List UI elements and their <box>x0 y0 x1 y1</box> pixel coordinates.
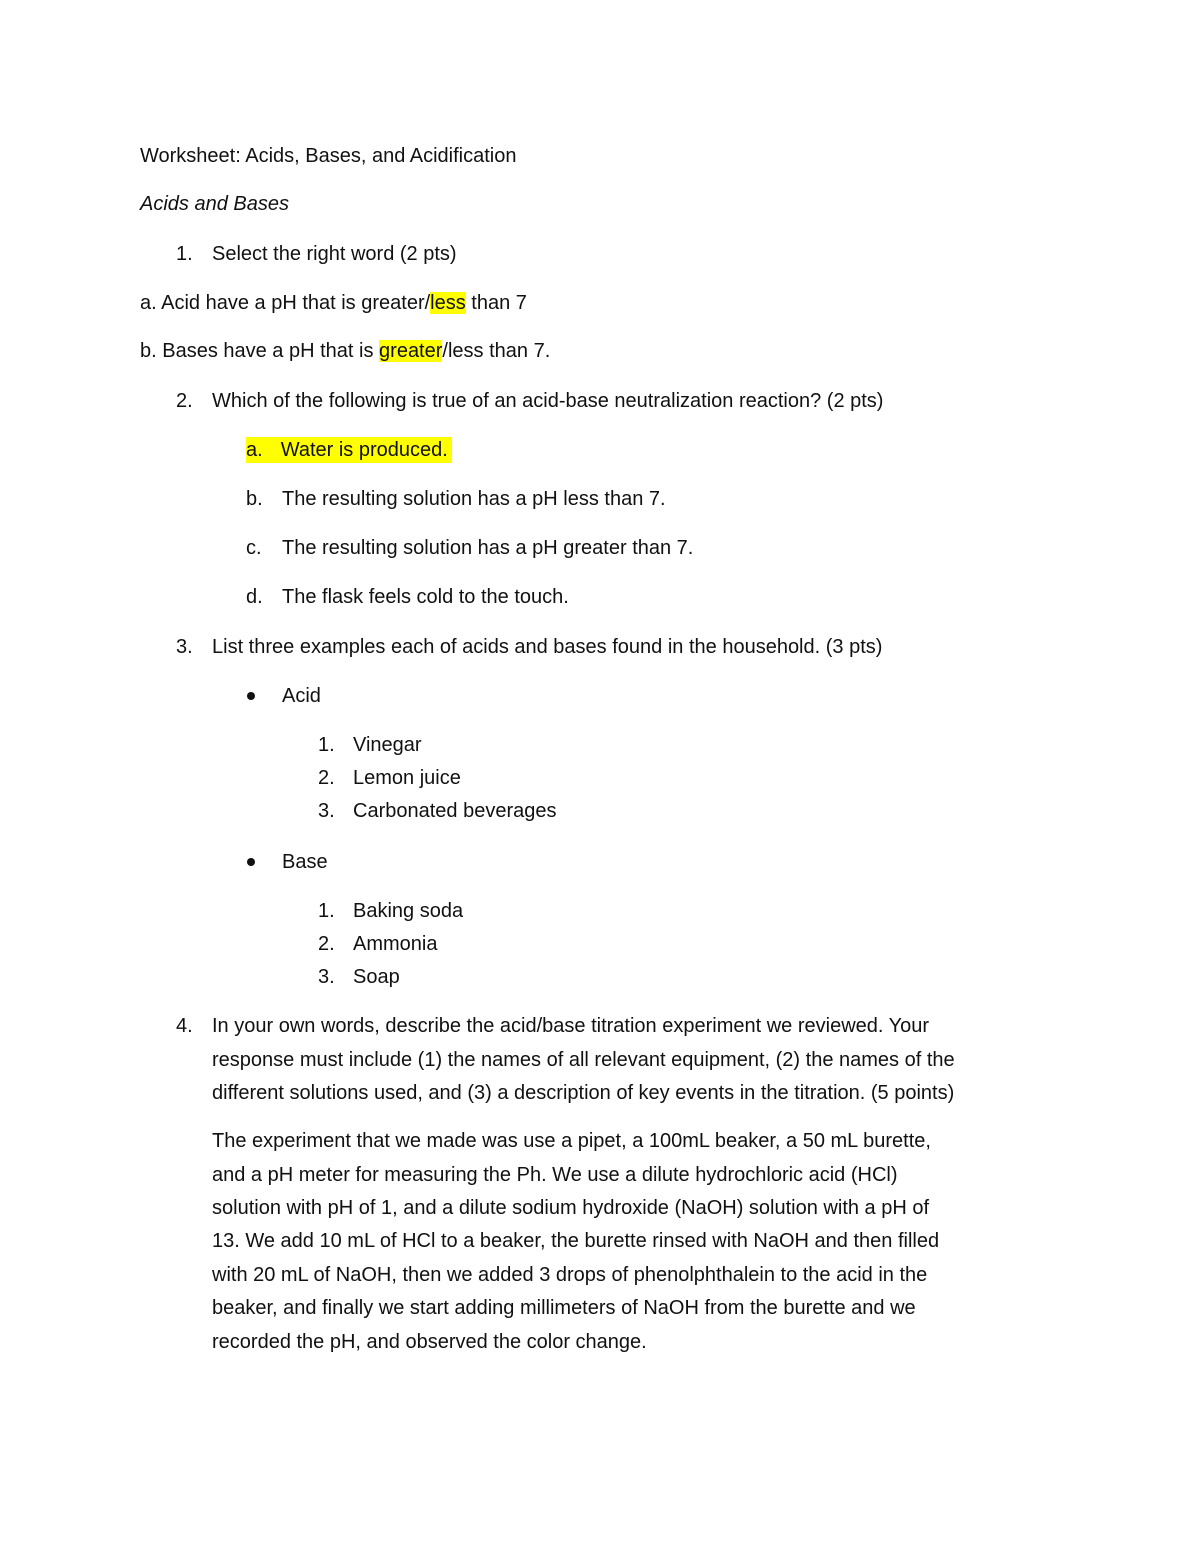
q1-b-suffix: /less than 7. <box>442 340 551 362</box>
q3-text: List three examples each of acids and bases found in the household. (3 pts) <box>212 636 883 658</box>
q2-option-c-letter: c. <box>246 537 262 559</box>
q1-part-a <box>140 290 527 316</box>
base-item: Ammonia <box>353 933 438 955</box>
section-heading: Acids and Bases <box>140 193 289 215</box>
q2-option-c-text: The resulting solution has a pH greater than 7. <box>282 537 694 559</box>
acid-item-number: 1. <box>318 734 335 756</box>
base-item-number: 1. <box>318 900 335 922</box>
q2-option-d-text: The flask feels cold to the touch. <box>282 586 569 608</box>
q1-a-prefix: a. Acid have a pH that is greater/ <box>140 292 431 314</box>
q3-number: 3. <box>176 636 193 658</box>
acid-item-number: 2. <box>318 767 335 789</box>
bullet-icon <box>247 692 255 700</box>
base-item-number: 3. <box>318 966 335 988</box>
worksheet-title: Worksheet: Acids, Bases, and Acidification <box>140 145 517 167</box>
q2-option-b-letter: b. <box>246 488 263 510</box>
q4-prompt-line: response must include (1) the names of all relevant equipment, (2) the names of the <box>212 1049 955 1071</box>
acid-item: Vinegar <box>353 734 422 756</box>
acid-item: Carbonated beverages <box>353 800 557 822</box>
q1-a-highlight: less <box>430 292 466 314</box>
q4-answer-line: solution with pH of 1, and a dilute sodium hydroxide (NaOH) solution with a pH of <box>212 1197 930 1219</box>
q4-prompt-line: In your own words, describe the acid/base titration experiment we reviewed. Your <box>212 1015 930 1037</box>
q1-b-prefix: b. Bases have a pH that is <box>140 340 380 362</box>
q4-prompt-line: different solutions used, and (3) a description of key events in the titration. (5 points) <box>212 1082 955 1104</box>
base-label: Base <box>282 851 328 873</box>
q1-a-suffix: than 7 <box>465 292 527 314</box>
q4-answer-line: 13. We add 10 mL of HCl to a beaker, the burette rinsed with NaOH and then filled <box>212 1230 940 1252</box>
q1-part-b <box>140 338 550 364</box>
base-item: Soap <box>353 966 400 988</box>
q4-answer-line: The experiment that we made was use a pipet, a 100mL beaker, a 50 mL burette, <box>212 1130 931 1152</box>
q4-answer-line: recorded the pH, and observed the color change. <box>212 1331 647 1353</box>
q2-number: 2. <box>176 390 193 412</box>
q1-b-highlight: greater <box>379 340 443 362</box>
q4-answer-line: with 20 mL of NaOH, then we added 3 drops of phenolphthalein to the acid in the <box>212 1264 928 1286</box>
q1-text: Select the right word (2 pts) <box>212 243 457 265</box>
acid-item-number: 3. <box>318 800 335 822</box>
q2-option-d-letter: d. <box>246 586 263 608</box>
q2-option-a <box>246 437 452 463</box>
q2-text: Which of the following is true of an acid-base neutralization reaction? (2 pts) <box>212 390 884 412</box>
acid-label: Acid <box>282 685 321 707</box>
base-item-number: 2. <box>318 933 335 955</box>
base-item: Baking soda <box>353 900 464 922</box>
acid-item: Lemon juice <box>353 767 461 789</box>
q2-option-a-text: Water is produced. <box>280 439 448 461</box>
q4-answer-line: and a pH meter for measuring the Ph. We use a dilute hydrochloric acid (HCl) <box>212 1164 898 1186</box>
q1-number: 1. <box>176 243 193 265</box>
bullet-icon <box>247 858 255 866</box>
q4-answer-line: beaker, and finally we start adding millimeters of NaOH from the burette and we <box>212 1297 916 1319</box>
q2-option-a-letter: a. <box>246 439 263 461</box>
q2-option-b-text: The resulting solution has a pH less than 7. <box>282 488 666 510</box>
q4-number: 4. <box>176 1015 193 1037</box>
